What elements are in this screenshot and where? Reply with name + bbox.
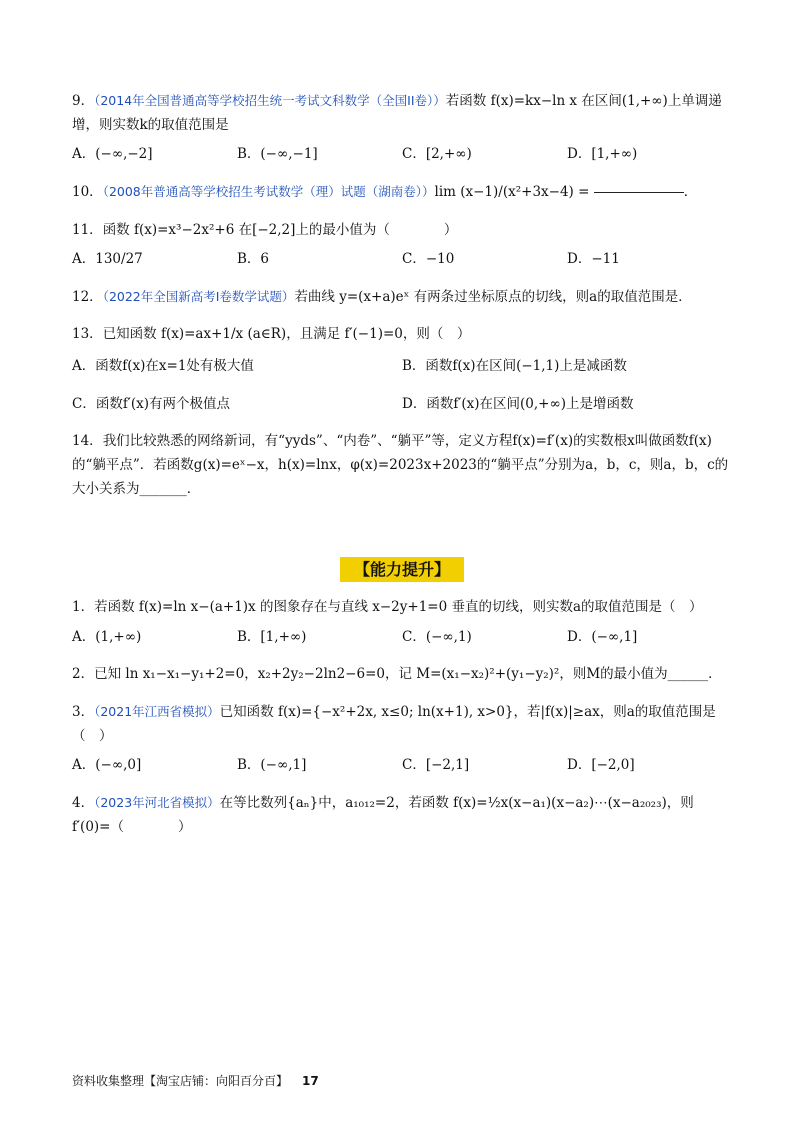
option-a: A．(1,+∞)	[72, 628, 142, 645]
option-c: C．[2,+∞)	[402, 146, 472, 163]
question-9: 9．（2014年全国普通高等学校招生统一考试文科数学（全国II卷））若函数 f(x)=kx−ln x 在区间(1,+∞)上单调递增，则实数k的取值范围是 A．(−∞,−2] B．(−∞,−1] C．[2,+∞) D．[1,+∞)	[72, 90, 732, 167]
question-stem: 已知 ln x₁−x₁−y₁+2=0，x₂+2y₂−2ln2−6=0，记 M=(x₁−x₂)²+(y₁−y₂)²，则M的最小值为______．	[94, 666, 722, 683]
option-d: D．−11	[567, 251, 620, 268]
question-source: （2022年全国新高考I卷数学试题）	[102, 288, 295, 304]
option-b: B．(−∞,−1]	[237, 146, 318, 163]
option-row	[72, 626, 732, 650]
question-source: （2021年江西省模拟）	[94, 704, 220, 719]
option-c: C．(−∞,1)	[402, 628, 472, 645]
page-number: 17	[302, 1074, 319, 1088]
question-b2: 2．已知 ln x₁−x₁−y₁+2=0，x₂+2y₂−2ln2−6=0，记 M=(x₁−x₂)²+(y₁−y₂)²，则M的最小值为______．	[72, 666, 722, 683]
question-stem: 我们比较熟悉的网络新词，有“yyds”、“内卷”、“躺平”等，定义方程f(x)=f′(x)的实数根x叫做函数f(x)的“躺平点”．若函数g(x)=eˣ−x，h(x)=lnx，φ(x)=2023x+2023的“躺平点”分别为a，b，c，则a，b，c的大小关系为_______．	[72, 433, 729, 497]
option-row	[72, 248, 732, 272]
question-11: 11．函数 f(x)=x³−2x²+6 在[−2,2]上的最小值为（ ） A．130/27 B．6 C．−10 D．−11	[72, 219, 732, 272]
footer-text: 资料收集整理【淘宝店铺：向阳百分百】	[72, 1074, 289, 1088]
option-d: D．函数f′(x)在区间(0,+∞)上是增函数	[402, 395, 634, 412]
option-b: B．[1,+∞)	[237, 628, 307, 645]
question-b1: 1．若函数 f(x)=ln x−(a+1)x 的图象存在与直线 x−2y+1=0 垂直的切线，则实数a的取值范围是（ ） A．(1,+∞) B．[1,+∞) C．(−∞,1) D．(−∞,1]	[72, 596, 732, 649]
question-stem: 若函数 f(x)=ln x−(a+1)x 的图象存在与直线 x−2y+1=0 垂直的切线，则实数a的取值范围是（ ）	[94, 599, 703, 616]
question-stem: 若曲线 y=(x+a)eˣ 有两条过坐标原点的切线，则a的取值范围是．	[294, 288, 692, 305]
option-a: A．(−∞,−2]	[72, 146, 153, 163]
option-c: C．函数f′(x)有两个极值点	[72, 395, 231, 412]
question-source: （2008年普通高等学校招生考试数学（理）试题（湖南卷））	[102, 183, 435, 199]
question-10: 10．（2008年普通高等学校招生考试数学（理）试题（湖南卷））lim (x−1)/(x²+3x−4) = ．	[72, 183, 698, 200]
answer-blank	[594, 191, 684, 193]
question-b4: 4．（2023年河北省模拟）在等比数列{aₙ}中，a₁₀₁₂=2，若函数 f(x)=½x(x−a₁)(x−a₂)⋯(x−a₂₀₂₃)，则 f′(0)=（ ）	[72, 794, 694, 835]
question-stem: 已知函数 f(x)={−x²+2x, x≤0; ln(x+1), x>0}，若|f(x)|≥ax，则a的取值范围是（ ）	[72, 704, 716, 744]
question-stem: 函数 f(x)=x³−2x²+6 在[−2,2]上的最小值为（ ）	[102, 221, 458, 238]
option-b: B．函数f(x)在区间(−1,1)上是减函数	[402, 358, 627, 374]
question-stem: lim (x−1)/(x²+3x−4) =	[434, 183, 594, 200]
section-heading	[72, 557, 732, 580]
page-footer	[72, 1072, 319, 1089]
option-grid	[72, 355, 732, 416]
question-stem: 在等比数列{aₙ}中，a₁₀₁₂=2，若函数 f(x)=½x(x−a₁)(x−a₂)⋯(x−a₂₀₂₃)，则 f′(0)=（ ）	[72, 794, 694, 835]
question-stem: 已知函数 f(x)=ax+1/x (a∈R)，且满足 f′(−1)=0，则（ ）	[102, 326, 471, 343]
option-d: D．[−2,0]	[567, 757, 635, 774]
document-page	[72, 90, 732, 853]
question-14: 14．我们比较熟悉的网络新词，有“yyds”、“内卷”、“躺平”等，定义方程f(x)=f′(x)的实数根x叫做函数f(x)的“躺平点”．若函数g(x)=eˣ−x，h(x)=lnx，φ(x)=2023x+2023的“躺平点”分别为a，b，c，则a，b，c的大小关系为_______．	[72, 433, 729, 497]
question-source: （2014年全国普通高等学校招生统一考试文科数学（全国II卷））	[94, 93, 446, 108]
question-stem: 若函数 f(x)=kx−ln x 在区间(1,+∞)上单调递增，则实数k的取值范围是	[72, 93, 722, 133]
option-b: B．6	[237, 251, 270, 268]
option-c: C．−10	[402, 251, 455, 268]
option-a: A．(−∞,0]	[72, 757, 142, 774]
section-title: 【能力提升】	[340, 557, 464, 582]
question-source: （2023年河北省模拟）	[94, 794, 220, 810]
option-c: C．[−2,1]	[402, 757, 470, 774]
question-b3: 3．（2021年江西省模拟）已知函数 f(x)={−x²+2x, x≤0; ln(x+1), x>0}，若|f(x)|≥ax，则a的取值范围是（ ） A．(−∞,0] B．(−∞,1] C．[−2,1] D．[−2,0]	[72, 701, 732, 778]
option-row	[72, 143, 732, 167]
option-a: A．函数f(x)在x=1处有极大值	[72, 358, 254, 374]
question-13: 13．已知函数 f(x)=ax+1/x (a∈R)，且满足 f′(−1)=0，则（ ） A．函数f(x)在x=1处有极大值 B．函数f(x)在区间(−1,1)上是减函数 C．函数f′(x)有两个极值点 D．函数f′(x)在区间(0,+∞)上是增函数	[72, 323, 732, 416]
question-12: 12．（2022年全国新高考I卷数学试题）若曲线 y=(x+a)eˣ 有两条过坐标原点的切线，则a的取值范围是．	[72, 288, 692, 305]
option-d: D．[1,+∞)	[567, 146, 638, 163]
option-b: B．(−∞,1]	[237, 757, 307, 774]
option-row	[72, 754, 732, 778]
option-d: D．(−∞,1]	[567, 628, 638, 645]
option-a: A．130/27	[72, 251, 143, 268]
